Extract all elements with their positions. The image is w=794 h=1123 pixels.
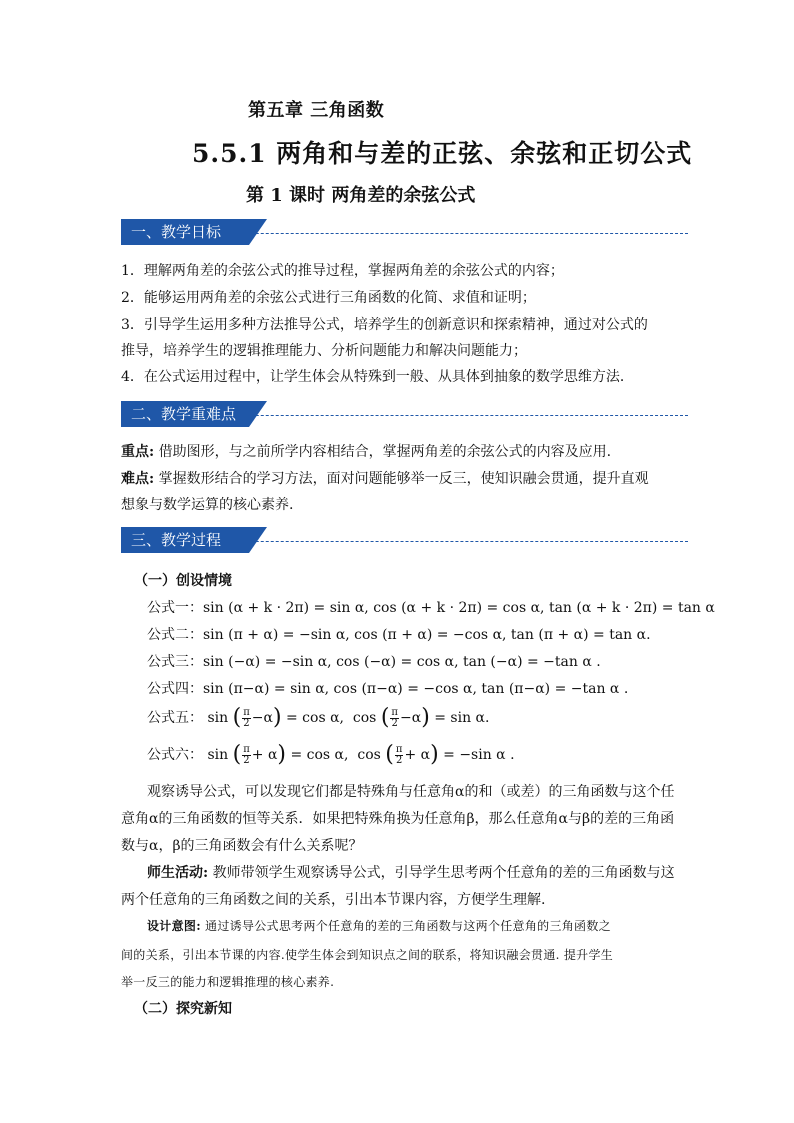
formula-label: 公式一： <box>147 600 203 616</box>
section-banner-objectives <box>121 219 688 249</box>
banner-label: 一、教学日标 <box>121 219 249 245</box>
lesson-title: 第 1 课时 两角差的余弦公式 <box>246 185 476 206</box>
formula-2 <box>147 624 651 646</box>
key-point <box>121 441 676 463</box>
fraction-pi-over-2: $\frac{\pi}{2}$ <box>391 706 398 729</box>
design-line: 举一反三的能力和逻辑推理的核心素养. <box>121 975 335 989</box>
formula-5 <box>147 707 489 729</box>
difficulty-text-cont: 想象与数学运算的核心素养. <box>121 497 294 513</box>
design-line: 设计意图: 通过诱导公式思考两个任意角的差的三角函数与这两个任意角的三角函数之 <box>147 919 611 933</box>
formula-label: 公式四： <box>147 681 203 697</box>
formula-expr: sin (π−α) = sin α, cos (π−α) = −cos α, tan (π−α) = −tan α . <box>203 681 629 697</box>
formula-6 <box>147 744 515 766</box>
objective-3: 3．引导学生运用多种方法推导公式，培养学生的创新意识和探索精神，通过对公式的 <box>121 317 648 333</box>
section-banner-process <box>121 527 688 557</box>
formula-label: 公式五： <box>147 710 203 726</box>
fraction-pi-over-2: $\frac{\pi}{2}$ <box>395 743 403 766</box>
subheading-situation: （一）创设情境 <box>134 573 232 589</box>
paragraph-line: 意角α的三角函数的恒等关系．如果把特殊角换为任意角β，那么任意角α与β的差的三角函 <box>121 811 675 827</box>
subheading-explore: （二）探究新知 <box>134 1001 232 1017</box>
design-label: 设计意图: <box>147 919 201 933</box>
formula-1 <box>147 597 715 619</box>
formula-expr: sin (−α) = −sin α, cos (−α) = cos α, tan (−α) = −tan α . <box>203 654 601 670</box>
formula-label: 公式二： <box>147 627 203 643</box>
formula-term: sin ( $\frac{\pi}{2}$ + α) = cos α, <box>207 742 349 767</box>
activity-line: 师生活动: 教师带领学生观察诱导公式，引导学生思考两个任意角的差的三角函数与这 <box>147 865 675 881</box>
paragraph-line: 观察诱导公式，可以发现它们都是特殊角与任意角α的和（或差）的三角函数与这个任 <box>147 784 675 800</box>
difficulty-text: 掌握数形结合的学习方法，面对问题能够举一反三，使知识融会贯通，提升直观 <box>154 471 649 487</box>
fraction-pi-over-2: $\frac{\pi}{2}$ <box>243 743 250 766</box>
formula-expr: sin (α + k · 2π) = sin α, cos (α + k · 2π) = cos α, tan (α + k · 2π) = tan α <box>203 600 715 616</box>
banner-label: 二、教学重难点 <box>121 401 249 427</box>
banner-label: 三、教学过程 <box>121 527 249 553</box>
section-banner-keypoints <box>121 401 688 431</box>
formula-term: cos ( $\frac{\pi}{2}$ −α) = sin α. <box>352 705 490 730</box>
formula-3 <box>147 651 601 673</box>
formula-expr: sin (π + α) = −sin α, cos (π + α) = −cos α, tan (π + α) = tan α. <box>203 627 651 643</box>
objective-1: 1．理解两角差的余弦公式的推导过程，掌握两角差的余弦公式的内容； <box>121 263 564 279</box>
paragraph-line: 数与α，β的三角函数会有什么关系呢？ <box>121 838 363 854</box>
objective-2: 2．能够运用两角差的余弦公式进行三角函数的化简、求值和证明； <box>121 290 536 306</box>
key-label: 重点: <box>121 444 155 460</box>
chapter-title: 第五章 三角函数 <box>248 100 385 121</box>
formula-term: cos ( $\frac{\pi}{2}$ + α) = −sin α . <box>357 742 515 767</box>
fraction-pi-over-2: $\frac{\pi}{2}$ <box>243 706 250 729</box>
objective-3-cont: 推导，培养学生的逻辑推理能力、分析问题能力和解决问题能力； <box>121 343 527 359</box>
design-line: 间的关系，引出本节课的内容.使学生体会到知识点之间的联系，将知识融会贯通. 提升学生 <box>121 948 614 962</box>
activity-label: 师生活动: <box>147 865 209 881</box>
objective-4: 4．在公式运用过程中，让学生体会从特殊到一般、从具体到抽象的数学思维方法． <box>121 369 634 385</box>
formula-4 <box>147 678 628 700</box>
difficulty-point <box>121 468 676 490</box>
key-text: 借助图形，与之前所学内容相结合，掌握两角差的余弦公式的内容及应用. <box>154 444 612 460</box>
formula-term: sin ( $\frac{\pi}{2}$ −α) = cos α, <box>207 705 344 730</box>
formula-label: 公式六： <box>147 747 203 763</box>
formula-label: 公式三： <box>147 654 203 670</box>
difficulty-label: 难点: <box>121 471 155 487</box>
activity-line: 两个任意角的三角函数之间的关系，引出本节课内容，方便学生理解. <box>121 892 546 908</box>
section-title: 5.5.1 两角和与差的正弦、余弦和正切公式 <box>192 139 693 168</box>
